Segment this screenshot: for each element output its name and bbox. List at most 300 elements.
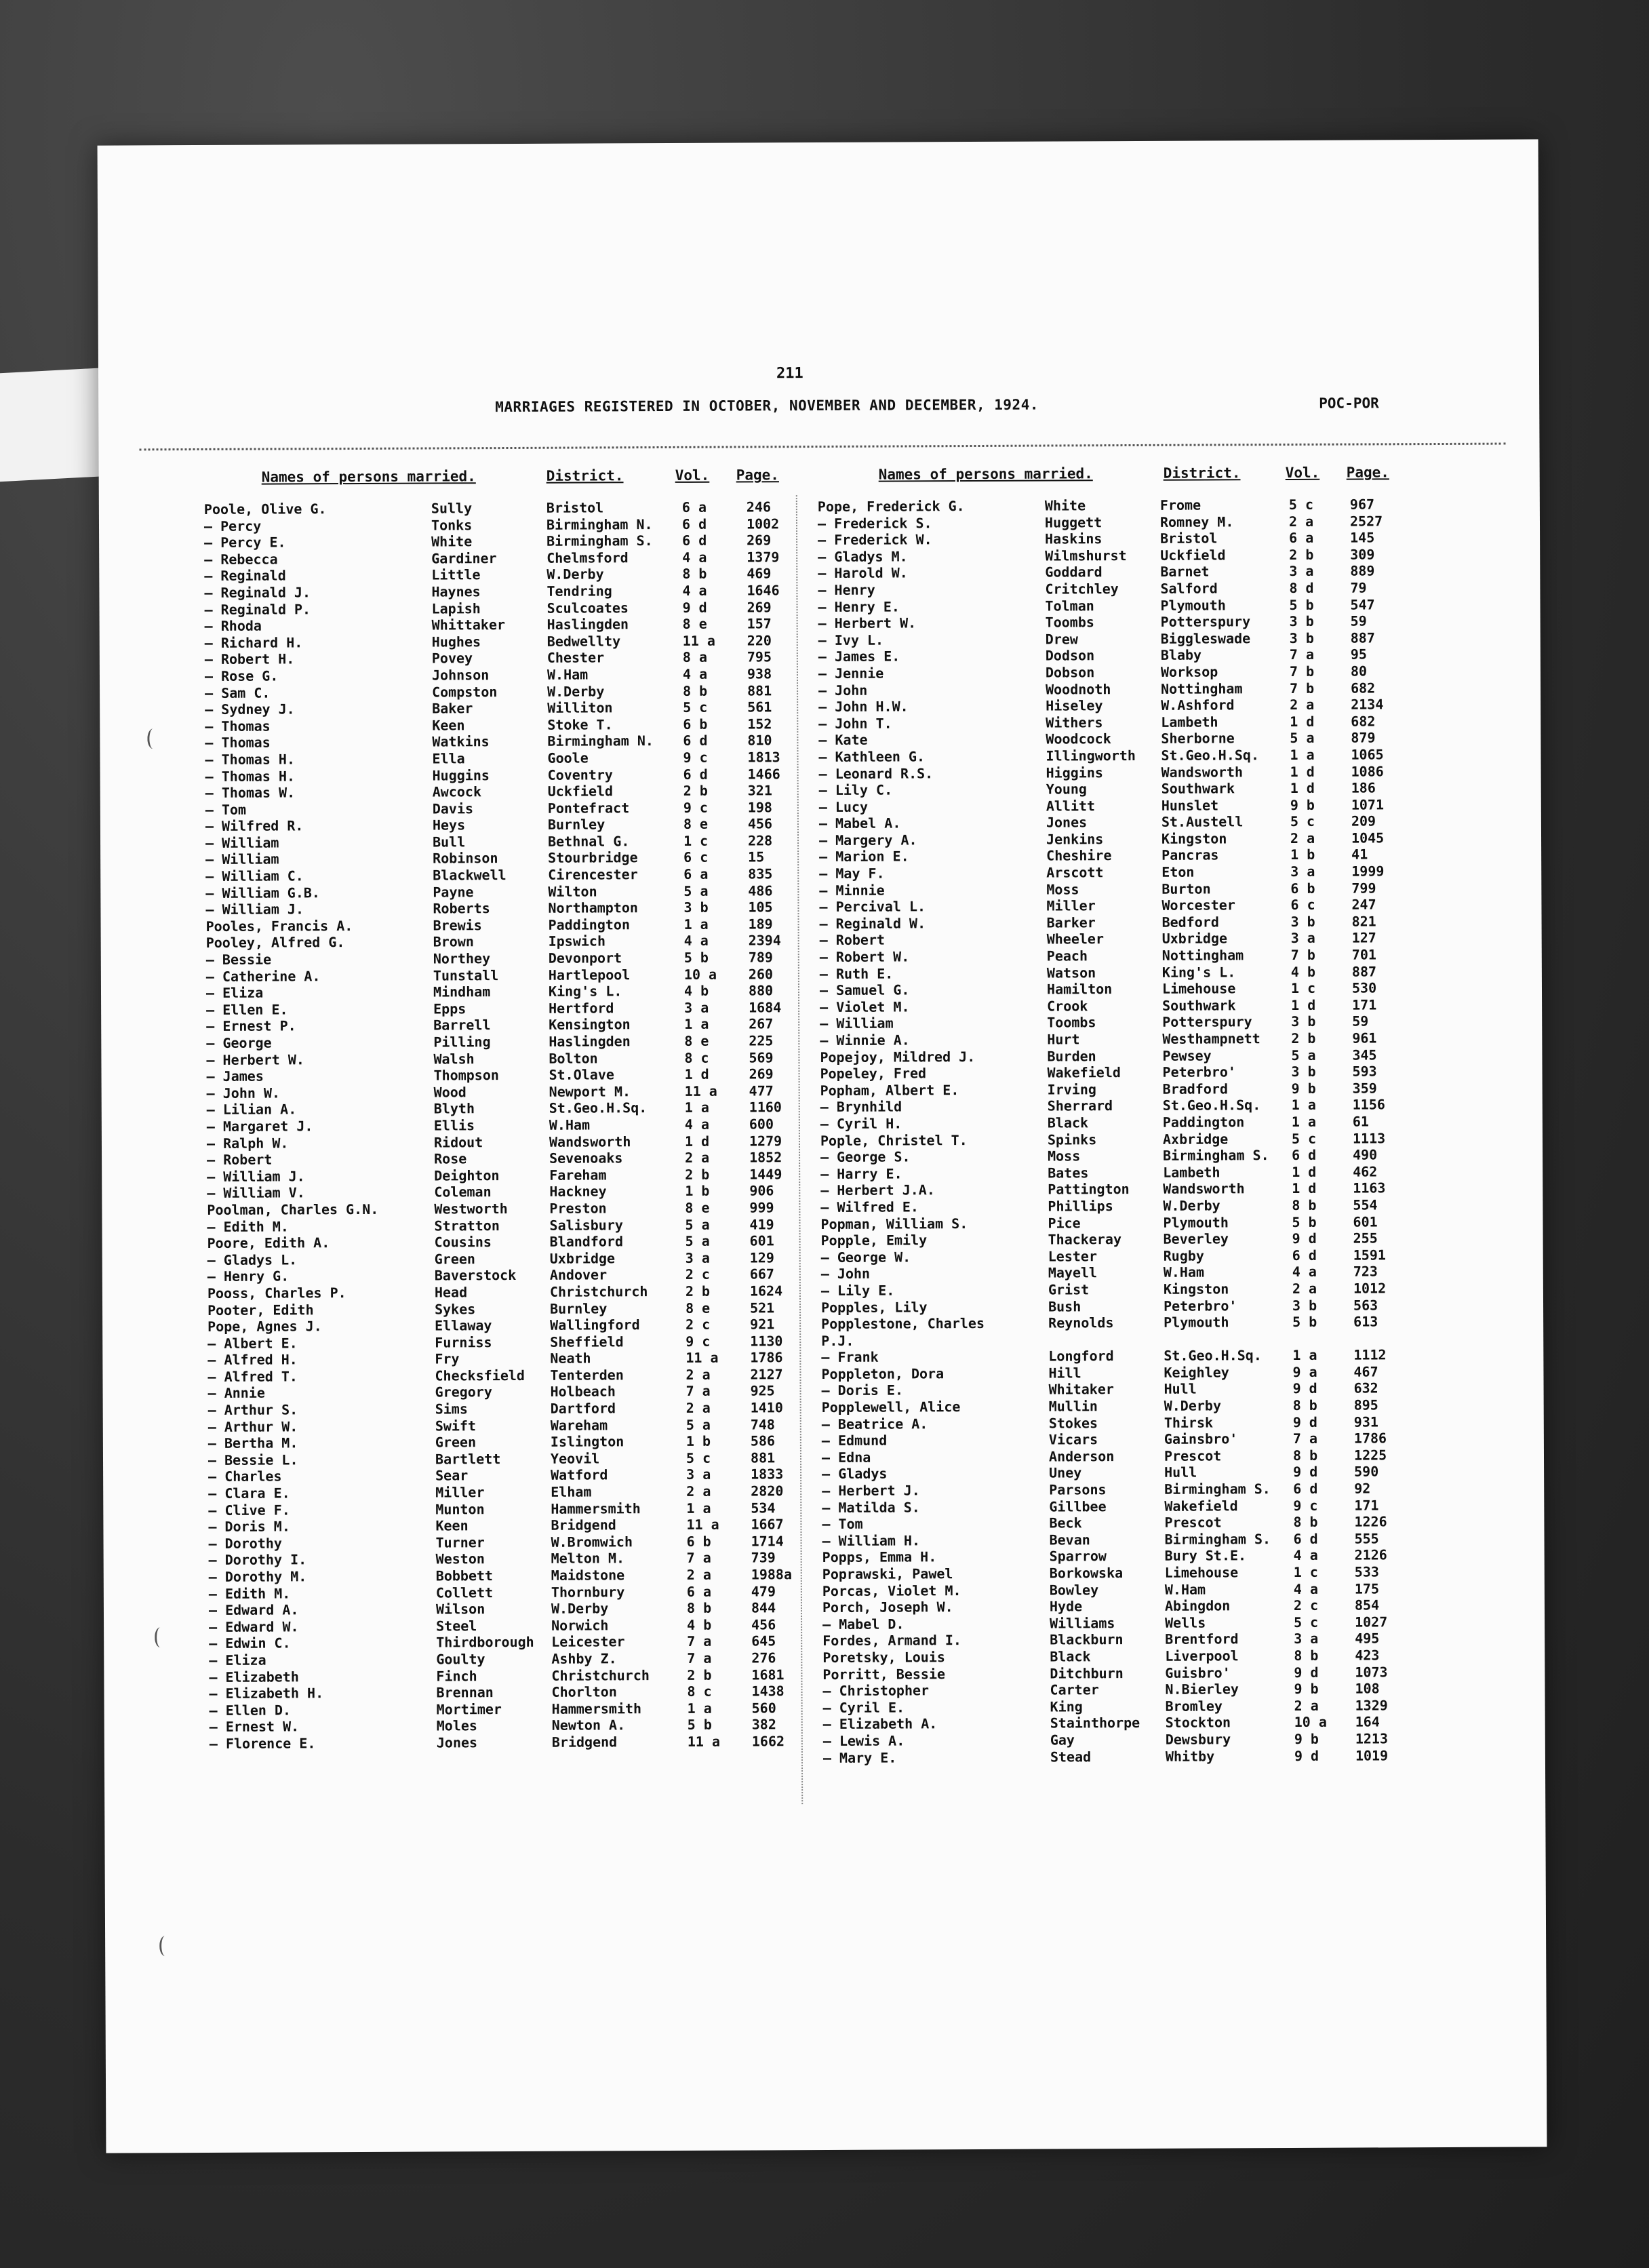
entry-district: King's L. xyxy=(548,983,622,1000)
entry-spouse-surname: Gardiner xyxy=(431,549,497,567)
entry-volume: 9 b xyxy=(1294,1680,1319,1698)
entry-volume: 2 b xyxy=(1291,1030,1316,1047)
entry-page: 419 xyxy=(749,1215,774,1232)
entry-name: — Herbert W. xyxy=(818,614,917,632)
entry-page: 1279 xyxy=(749,1132,782,1150)
entry-name: — Matilda S. xyxy=(822,1499,920,1516)
entry-district: Bolton xyxy=(549,1050,598,1067)
entry-district: W.Ham xyxy=(1163,1264,1205,1281)
entry-district: Stoke T. xyxy=(547,716,613,733)
entry-name: Fordes, Armand I. xyxy=(822,1632,961,1649)
entry-spouse-surname: Huggett xyxy=(1044,513,1102,531)
entry-name: — Frederick W. xyxy=(818,531,932,549)
entry-volume: 8 a xyxy=(682,649,708,666)
entry-volume: 9 d xyxy=(1292,1380,1317,1397)
entry-page: 247 xyxy=(1351,896,1376,913)
entry-name: — Mabel A. xyxy=(818,815,901,832)
entry-volume: 5 b xyxy=(687,1717,712,1734)
entry-volume: 1 d xyxy=(1292,1163,1317,1180)
entry-district: Thornbury xyxy=(551,1583,625,1601)
entry-page: 521 xyxy=(749,1299,775,1316)
entry-district: King's L. xyxy=(1161,963,1236,981)
register-entry-row xyxy=(208,1449,798,1468)
entry-spouse-surname: Wilson xyxy=(435,1601,485,1618)
register-entry-row xyxy=(205,632,795,651)
entry-name: Popps, Emma H. xyxy=(822,1548,937,1566)
entry-district: Hertford xyxy=(549,1000,614,1017)
register-entry-row xyxy=(205,682,795,701)
entry-name: — William G.B. xyxy=(205,884,320,901)
entry-district: Guisbro' xyxy=(1165,1664,1231,1681)
entry-volume: 3 a xyxy=(686,1466,711,1483)
entry-name: — Reginald W. xyxy=(819,915,926,932)
register-entry-row xyxy=(205,899,795,918)
entry-page: 530 xyxy=(1351,979,1377,996)
entry-district: Burton xyxy=(1161,880,1211,897)
entry-spouse-surname: Bobbett xyxy=(435,1567,494,1584)
entry-page: 810 xyxy=(747,732,772,749)
entry-name: — Minnie xyxy=(819,882,885,899)
entry-name: — Elizabeth A. xyxy=(822,1715,938,1733)
entry-district: Whitby xyxy=(1165,1748,1215,1765)
entry-volume: 5 a xyxy=(683,882,709,899)
page-title: MARRIAGES REGISTERED IN OCTOBER, NOVEMBER AND DECEMBER, 1924. xyxy=(495,396,1039,416)
entry-page: 171 xyxy=(1354,1497,1379,1514)
entry-page: 127 xyxy=(1351,929,1376,947)
entry-spouse-surname: Hyde xyxy=(1049,1598,1083,1615)
entry-page: 321 xyxy=(747,782,772,799)
entry-district: Potterspury xyxy=(1162,1013,1252,1031)
entry-page: 1714 xyxy=(751,1533,784,1550)
entry-volume: 5 b xyxy=(1292,1313,1317,1331)
entry-volume: 3 a xyxy=(685,1249,710,1266)
register-entry-row xyxy=(207,1316,797,1335)
entry-spouse-surname: Bush xyxy=(1048,1297,1081,1315)
entry-district: Preston xyxy=(549,1200,607,1217)
register-entry-row xyxy=(206,949,796,968)
entry-spouse-surname: Hamilton xyxy=(1046,981,1113,998)
entry-name: — John xyxy=(820,1266,871,1283)
entry-volume: 9 c xyxy=(686,1333,711,1350)
entry-district: Hull xyxy=(1164,1464,1197,1481)
entry-name: — Sydney J. xyxy=(205,701,295,718)
register-entry-row xyxy=(205,699,795,718)
register-entry-row xyxy=(207,1366,797,1385)
entry-name: Popplewell, Alice xyxy=(821,1399,961,1416)
entry-page: 1999 xyxy=(1351,863,1385,880)
entry-page: 921 xyxy=(750,1316,775,1333)
register-entry-row xyxy=(209,1550,799,1569)
entry-volume: 4 b xyxy=(683,982,709,1000)
register-entry-row xyxy=(210,1733,799,1752)
entry-page: 961 xyxy=(1352,1030,1377,1047)
entry-page: 1113 xyxy=(1352,1129,1386,1147)
entry-district: W.Bromwich xyxy=(551,1533,633,1550)
entry-volume: 4 a xyxy=(1292,1264,1317,1280)
entry-name: — William xyxy=(820,1015,894,1032)
entry-volume: 3 b xyxy=(1289,629,1314,646)
entry-volume: 1 c xyxy=(683,832,709,849)
entry-district: Wandsworth xyxy=(1161,763,1244,781)
register-entry-row xyxy=(205,716,795,735)
entry-page: 1786 xyxy=(1353,1430,1387,1447)
entry-name: — Gladys L. xyxy=(207,1251,298,1268)
register-entry-row xyxy=(207,1099,797,1118)
entry-page: 198 xyxy=(747,799,772,816)
entry-spouse-surname: Phillips xyxy=(1048,1198,1113,1215)
entry-volume: 1 d xyxy=(1290,713,1315,730)
entry-volume: 1 d xyxy=(684,1065,709,1083)
entry-spouse-surname: Barrell xyxy=(433,1017,491,1034)
entry-spouse-surname: Payne xyxy=(433,883,474,901)
entry-district: Lambeth xyxy=(1161,713,1218,730)
entry-page: 1226 xyxy=(1354,1513,1387,1530)
entry-page: 269 xyxy=(747,598,772,616)
entry-name: Porritt, Bessie xyxy=(822,1665,946,1683)
entry-name: — Edith M. xyxy=(207,1217,289,1235)
entry-volume: 1 a xyxy=(1290,746,1315,763)
entry-volume: 9 d xyxy=(1294,1664,1319,1681)
entry-spouse-surname: Cheshire xyxy=(1046,847,1112,865)
entry-district: Stockton xyxy=(1165,1714,1231,1732)
entry-district: Rugby xyxy=(1163,1247,1204,1264)
entry-volume: 11 a xyxy=(686,1349,719,1367)
entry-page: 739 xyxy=(751,1549,776,1566)
entry-volume: 6 d xyxy=(683,766,708,783)
entry-spouse-surname: Carter xyxy=(1050,1681,1099,1698)
entry-page: 1449 xyxy=(749,1166,782,1183)
entry-district: Salisbury xyxy=(549,1216,623,1234)
entry-spouse-surname: Sully xyxy=(431,500,473,517)
entry-volume: 8 b xyxy=(683,682,708,699)
entry-district: Bethnal G. xyxy=(547,833,630,850)
entry-spouse-surname: Rose xyxy=(434,1150,467,1167)
entry-district: Bridgend xyxy=(551,1517,616,1533)
entry-district: St.Geo.H.Sq. xyxy=(1162,1097,1261,1114)
entry-volume: 6 c xyxy=(683,849,709,866)
entry-spouse-surname: Epps xyxy=(433,1000,466,1017)
entry-name: — Herbert J.A. xyxy=(820,1181,935,1199)
header-rule xyxy=(140,443,1506,451)
entry-spouse-surname: Tolman xyxy=(1045,597,1094,614)
entry-district: Westhampnett xyxy=(1162,1030,1260,1047)
entry-volume: 1 b xyxy=(685,1183,710,1200)
entry-spouse-surname: Barker xyxy=(1046,914,1096,931)
register-entry-row xyxy=(208,1383,798,1402)
entry-district: Tendring xyxy=(547,583,612,600)
entry-district: St.Geo.H.Sq. xyxy=(1161,747,1260,764)
entry-name: — Gladys xyxy=(822,1466,888,1483)
entry-page: 276 xyxy=(751,1649,776,1666)
entry-volume: 8 b xyxy=(1292,1447,1318,1464)
entry-page: 1438 xyxy=(751,1683,784,1700)
entry-spouse-surname: Toombs xyxy=(1047,1014,1096,1031)
entry-page: 1213 xyxy=(1355,1730,1389,1747)
entry-page: 880 xyxy=(748,982,774,999)
entry-volume: 6 a xyxy=(1289,530,1314,547)
entry-volume: 6 d xyxy=(1293,1530,1318,1547)
entry-district: St.Geo.H.Sq. xyxy=(1164,1347,1262,1365)
entry-spouse-surname: Hurt xyxy=(1047,1031,1080,1048)
entry-page: 225 xyxy=(749,1032,774,1049)
entry-district: Wandsworth xyxy=(549,1133,631,1150)
entry-name: — James E. xyxy=(818,648,900,665)
entry-name: — Reginald J. xyxy=(204,584,311,601)
entry-name: — Florence E. xyxy=(209,1735,316,1752)
entry-page: 881 xyxy=(747,682,772,699)
entry-volume: 9 b xyxy=(1290,796,1315,813)
entry-page: 80 xyxy=(1350,663,1368,680)
entry-volume: 3 b xyxy=(1292,1297,1317,1314)
entry-district: Worcester xyxy=(1161,897,1235,914)
entry-district: Axbridge xyxy=(1162,1130,1229,1148)
entry-district: Bristol xyxy=(1160,530,1218,547)
entry-district: Brentford xyxy=(1165,1630,1239,1648)
entry-name: — William C. xyxy=(205,867,304,885)
entry-page: 1379 xyxy=(747,549,780,566)
entry-district: Uckfield xyxy=(1160,547,1226,564)
entry-name: — Kathleen G. xyxy=(818,748,926,765)
entry-spouse-surname: Whitaker xyxy=(1048,1381,1114,1399)
register-entry-row xyxy=(208,1500,798,1519)
entry-spouse-surname: Awcock xyxy=(432,783,482,800)
entry-district: Wakefield xyxy=(1164,1497,1238,1514)
entry-spouse-surname: Brennan xyxy=(436,1684,494,1701)
entry-volume: 8 b xyxy=(1293,1514,1318,1531)
entry-spouse-surname: Dobson xyxy=(1045,664,1095,681)
entry-volume: 1 c xyxy=(1290,980,1316,997)
entry-page: 667 xyxy=(749,1266,774,1283)
entry-district: Birmingham S. xyxy=(1163,1147,1269,1164)
entry-name: — Herbert W. xyxy=(206,1051,304,1068)
entry-name: — Christopher xyxy=(822,1682,930,1700)
entry-spouse-surname: Sherrard xyxy=(1047,1097,1113,1114)
entry-district: Bromley xyxy=(1165,1698,1223,1715)
entry-district: Chester xyxy=(547,649,605,667)
register-entry-row xyxy=(205,665,795,684)
col-header-page-left: Page. xyxy=(736,467,779,484)
entry-spouse-surname: Wood xyxy=(433,1084,466,1101)
entry-page: 269 xyxy=(747,532,772,549)
entry-page: 723 xyxy=(1353,1263,1378,1280)
entry-district: Hammersmith xyxy=(551,1700,642,1717)
register-entry-row xyxy=(205,882,795,901)
entry-page: 1813 xyxy=(747,749,780,766)
col-header-vol-right: Vol. xyxy=(1285,464,1320,482)
entry-name: Poretsky, Louis xyxy=(822,1649,945,1666)
entry-spouse-surname: Bates xyxy=(1048,1165,1089,1181)
entry-page: 701 xyxy=(1351,946,1376,963)
punch-hole-mark xyxy=(155,1627,166,1647)
entry-page: 456 xyxy=(751,1616,776,1633)
entry-district: Wareham xyxy=(550,1417,608,1434)
entry-page: 456 xyxy=(747,815,773,832)
entry-volume: 2 c xyxy=(685,1266,711,1283)
entry-name: — Herbert J. xyxy=(822,1482,920,1500)
entry-page: 228 xyxy=(747,832,773,849)
entry-volume: 5 a xyxy=(686,1416,711,1433)
entry-spouse-surname: Stokes xyxy=(1048,1414,1098,1432)
entry-name: — Tom xyxy=(205,801,247,818)
entry-spouse-surname: Haskins xyxy=(1045,530,1102,547)
entry-district: Andover xyxy=(549,1266,608,1284)
entry-page: 129 xyxy=(749,1249,774,1266)
entry-district: W.Derby xyxy=(547,682,605,700)
entry-volume: 3 a xyxy=(1290,930,1315,947)
entry-name: — Lucy xyxy=(818,798,869,815)
entry-volume: 3 b xyxy=(1289,612,1314,630)
entry-district: Uxbridge xyxy=(549,1250,616,1267)
entry-name: — Arthur S. xyxy=(207,1401,298,1419)
entry-name: — Elizabeth H. xyxy=(209,1685,324,1702)
entry-page: 2134 xyxy=(1351,696,1384,713)
entry-district: Hull xyxy=(1164,1381,1197,1398)
entry-name: Pope, Agnes J. xyxy=(207,1318,322,1335)
entry-volume: 5 a xyxy=(1290,730,1315,747)
entry-name: — Percival L. xyxy=(819,898,926,916)
entry-volume: 2 a xyxy=(1290,829,1315,846)
index-range: POC-POR xyxy=(1319,395,1379,412)
entry-page: 1466 xyxy=(747,765,780,782)
register-entry-row xyxy=(207,1183,797,1202)
register-entry-row xyxy=(209,1649,799,1668)
entry-volume: 9 d xyxy=(1292,1413,1317,1430)
entry-district: Ipswich xyxy=(548,933,606,950)
entry-volume: 6 c xyxy=(1290,897,1315,914)
register-entry-row xyxy=(209,1683,799,1702)
entry-district: St.Geo.H.Sq. xyxy=(549,1099,648,1117)
register-entry-row xyxy=(205,832,795,851)
entry-spouse-surname: Sykes xyxy=(434,1300,476,1317)
entry-name: — Ernest W. xyxy=(209,1718,300,1736)
entry-district: Peterbro' xyxy=(1162,1063,1236,1080)
entry-district: St.Olave xyxy=(549,1066,614,1083)
entry-name: — Edward W. xyxy=(209,1618,299,1635)
register-entry-row xyxy=(204,498,794,517)
entry-district: W.Ham xyxy=(547,666,589,683)
entry-district: Frome xyxy=(1159,496,1201,513)
entry-volume: 4 b xyxy=(1290,963,1316,980)
entry-volume: 11 a xyxy=(682,632,715,649)
register-entry-row xyxy=(208,1483,798,1502)
entry-name: — Wilfred R. xyxy=(205,817,304,835)
entry-volume: 2 a xyxy=(1290,696,1315,713)
entry-spouse-surname: Goddard xyxy=(1045,564,1102,581)
entry-name: — Ivy L. xyxy=(818,631,884,648)
entry-name: — Robert xyxy=(207,1151,273,1169)
entry-volume: 1 a xyxy=(686,1500,711,1517)
entry-volume: 9 d xyxy=(1293,1464,1318,1481)
entry-page: 260 xyxy=(748,965,774,983)
entry-page: 1410 xyxy=(750,1399,783,1416)
entry-page: 879 xyxy=(1351,729,1376,746)
entry-spouse-surname: Mindham xyxy=(433,983,491,1000)
entry-spouse-surname: Reynolds xyxy=(1048,1314,1114,1331)
entry-district: Southwark xyxy=(1162,997,1236,1014)
entry-spouse-surname: Illingworth xyxy=(1046,747,1136,764)
entry-name: — Brynhild xyxy=(820,1098,902,1116)
entry-spouse-surname: Miller xyxy=(1046,897,1096,914)
entry-district: Hackney xyxy=(549,1183,607,1200)
entry-page: 938 xyxy=(747,665,772,682)
entry-volume: 7 a xyxy=(1292,1430,1318,1447)
entry-district: Salford xyxy=(1160,580,1218,597)
col-header-names-right: Names of persons married. xyxy=(878,465,1093,483)
entry-page: 2820 xyxy=(751,1483,784,1500)
entry-name: Poolman, Charles G.N. xyxy=(207,1200,379,1218)
entry-name: — James xyxy=(206,1068,264,1085)
register-entry-row xyxy=(208,1516,798,1535)
entry-page: 2527 xyxy=(1349,512,1383,530)
entry-page: 1086 xyxy=(1351,762,1384,780)
entry-volume: 8 e xyxy=(682,615,707,633)
entry-page: 887 xyxy=(1350,629,1375,646)
entry-page: 1624 xyxy=(749,1283,783,1299)
entry-district: Coventry xyxy=(547,766,613,783)
entry-name: — George xyxy=(206,1034,272,1051)
entry-spouse-surname: Stainthorpe xyxy=(1050,1715,1140,1732)
entry-volume: 4 a xyxy=(684,1116,710,1133)
entry-volume: 7 a xyxy=(687,1649,712,1666)
entry-page: 59 xyxy=(1352,1013,1369,1030)
entry-district: W.Ham xyxy=(549,1116,591,1133)
entry-district: Burnley xyxy=(547,816,605,834)
entry-district: W.Derby xyxy=(1163,1197,1220,1214)
entry-volume: 1 d xyxy=(684,1133,710,1150)
entry-name: — William xyxy=(205,850,279,868)
entry-name: Poppleton, Dora xyxy=(821,1365,945,1382)
entry-spouse-surname: Spinks xyxy=(1047,1131,1097,1148)
entry-spouse-surname: Keen xyxy=(432,717,465,734)
register-entry-row xyxy=(209,1599,799,1618)
entry-name: — Eliza xyxy=(209,1651,266,1668)
entry-district: Kingston xyxy=(1163,1280,1229,1297)
register-entry-row xyxy=(208,1432,798,1451)
entry-page: 613 xyxy=(1353,1313,1378,1330)
entry-spouse-surname: Fry xyxy=(435,1350,460,1367)
entry-page: 1019 xyxy=(1355,1746,1389,1764)
entry-district: Chorlton xyxy=(551,1683,617,1700)
entry-district: Pewsey xyxy=(1162,1047,1212,1064)
entry-district: Devonport xyxy=(548,950,622,966)
entry-name: — Robert H. xyxy=(204,650,295,668)
entry-name: Porcas, Violet M. xyxy=(822,1582,961,1599)
entry-name: — John H.W. xyxy=(818,698,909,716)
entry-district: Potterspury xyxy=(1160,613,1251,630)
entry-page: 967 xyxy=(1349,496,1375,513)
entry-district: Sevenoaks xyxy=(549,1150,623,1167)
entry-page: 1225 xyxy=(1353,1447,1387,1464)
entry-spouse-surname: Westworth xyxy=(434,1200,508,1217)
entry-name: Popple, Emily xyxy=(820,1232,928,1249)
entry-name: Popman, William S. xyxy=(820,1215,968,1232)
entry-volume: 9 d xyxy=(682,599,707,616)
entry-spouse-surname: Gay xyxy=(1050,1732,1075,1748)
entry-district: Yeovil xyxy=(550,1450,600,1467)
entry-volume: 7 a xyxy=(686,1383,711,1400)
entry-spouse-surname: Dodson xyxy=(1045,647,1095,664)
entry-district: Blaby xyxy=(1160,646,1202,664)
entry-spouse-surname: Bevan xyxy=(1049,1531,1090,1548)
entry-name: — Thomas W. xyxy=(205,784,296,802)
entry-page: 157 xyxy=(747,615,772,632)
entry-spouse-surname: Thirdborough xyxy=(436,1634,534,1651)
register-entry-row xyxy=(206,1049,796,1068)
register-entry-row xyxy=(207,1166,797,1185)
entry-page: 479 xyxy=(751,1582,776,1600)
entry-page: 1646 xyxy=(747,582,780,599)
entry-name: — Lewis A. xyxy=(822,1732,905,1749)
